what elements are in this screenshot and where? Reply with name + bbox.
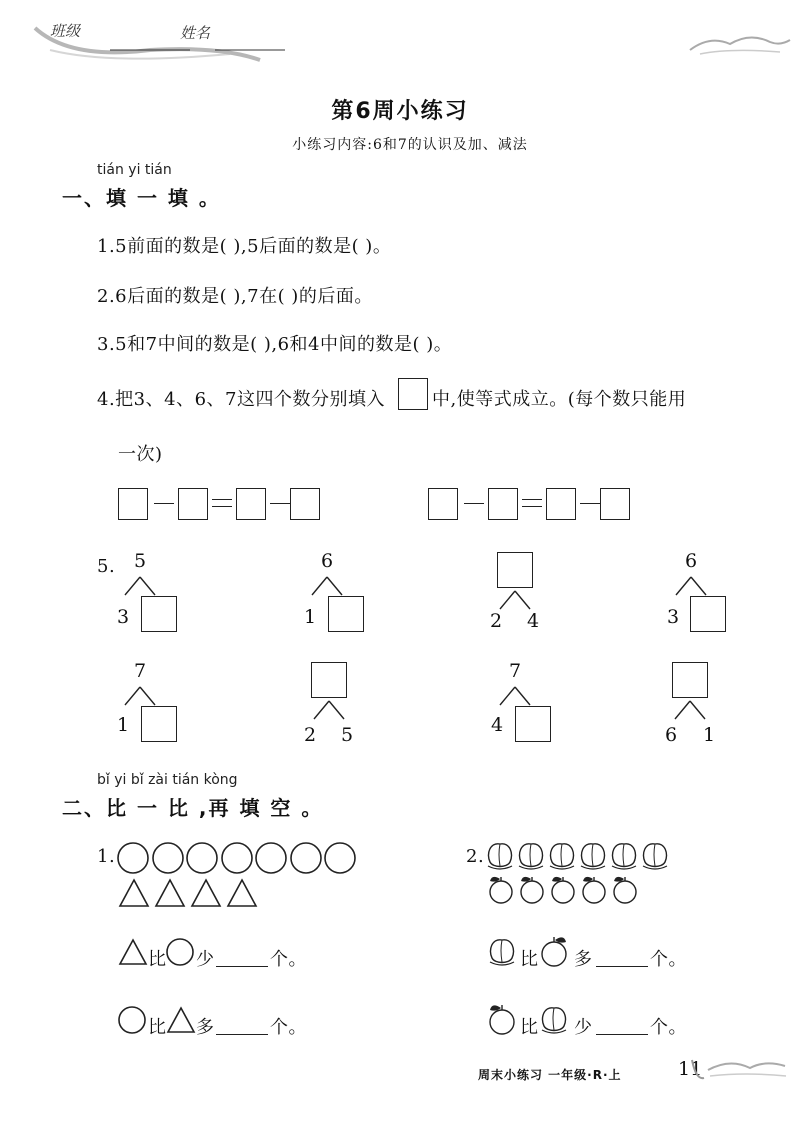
answer-box[interactable] — [236, 488, 266, 520]
page-title: 第6周小练习 — [331, 99, 469, 124]
tree4-top-number: 6 — [685, 550, 698, 572]
circle-shape — [324, 842, 358, 876]
peach-icon — [486, 934, 518, 968]
circle-shape — [152, 842, 186, 876]
peach-shape — [484, 838, 516, 872]
name-label: 姓名 — [180, 24, 211, 42]
tree8-answer-box[interactable] — [672, 662, 708, 698]
tree3-left-number: 2 — [490, 610, 503, 632]
circle-shape — [290, 842, 324, 876]
tree2-answer-box[interactable] — [328, 596, 364, 632]
circle-icon — [118, 1006, 148, 1036]
tree7-top-number: 7 — [509, 660, 522, 682]
apple-shape — [517, 874, 549, 906]
circle-icon — [166, 938, 196, 968]
triangle-shape — [226, 878, 258, 908]
tree4-branches — [673, 575, 713, 597]
circle-shape — [186, 842, 220, 876]
question-3: 3.5和7中间的数是( ),6和4中间的数是( )。 — [97, 334, 453, 355]
minus-sign — [270, 503, 290, 504]
tree8-left-number: 6 — [665, 724, 678, 746]
question-4-part-b: 中,使等式成立。(每个数只能用 — [432, 389, 687, 410]
answer-box[interactable] — [178, 488, 208, 520]
minus-sign — [154, 503, 174, 504]
tree5-answer-box[interactable] — [141, 706, 177, 742]
question-4-part-a: 4.把3、4、6、7这四个数分别填入 — [97, 389, 385, 410]
tree3-right-number: 4 — [527, 610, 540, 632]
tree6-left-number: 2 — [304, 724, 317, 746]
compare3-answer-line[interactable] — [596, 966, 648, 967]
triangle-shape — [154, 878, 186, 908]
peach-icon — [538, 1002, 570, 1036]
page-number: 11 — [678, 1058, 703, 1080]
question-5-label: 5. — [97, 556, 116, 577]
tree1-top-number: 5 — [134, 550, 147, 572]
section2-pinyin: bǐ yi bǐ zài tián kòng — [97, 772, 238, 788]
section2-heading: 二、比 一 比 ,再 填 空 。 — [62, 796, 324, 820]
tree1-answer-box[interactable] — [141, 596, 177, 632]
tree7-branches — [497, 685, 537, 707]
equals-sign — [212, 499, 232, 507]
apple-shape — [579, 874, 611, 906]
triangle-shape — [190, 878, 222, 908]
apple-icon — [486, 1002, 518, 1036]
tree6-answer-box[interactable] — [311, 662, 347, 698]
tree4-left-number: 3 — [667, 606, 680, 628]
triangle-icon — [118, 938, 148, 966]
answer-box[interactable] — [488, 488, 518, 520]
triangle-icon — [166, 1006, 196, 1034]
answer-box[interactable] — [290, 488, 320, 520]
minus-sign — [580, 503, 600, 504]
tree5-branches — [122, 685, 162, 707]
tree8-branches — [672, 699, 712, 721]
tree1-left-number: 3 — [117, 606, 130, 628]
compare4-shao: 少 — [574, 1017, 593, 1038]
tree3-branches — [497, 589, 537, 611]
circle-shape — [255, 842, 289, 876]
apple-icon — [538, 934, 570, 968]
compare2-duo: 多 — [196, 1017, 215, 1038]
compare3-duo: 多 — [574, 949, 593, 970]
mountain-decoration-top — [690, 30, 790, 60]
compare3-ge: 个。 — [650, 949, 687, 970]
answer-box[interactable] — [118, 488, 148, 520]
tree6-right-number: 5 — [341, 724, 354, 746]
compare4-answer-line[interactable] — [596, 1034, 648, 1035]
part1-label: 1. — [97, 846, 116, 867]
question-4-part-c: 一次) — [118, 444, 163, 465]
answer-box-example — [398, 378, 428, 410]
compare4-ge: 个。 — [650, 1017, 687, 1038]
compare2-answer-line[interactable] — [216, 1034, 268, 1035]
answer-box[interactable] — [600, 488, 630, 520]
mountain-decoration-bottom — [690, 1050, 790, 1084]
tree5-top-number: 7 — [134, 660, 147, 682]
tree5-left-number: 1 — [117, 714, 130, 736]
peach-shape — [608, 838, 640, 872]
circle-shape — [117, 842, 151, 876]
tree4-answer-box[interactable] — [690, 596, 726, 632]
question-2: 2.6后面的数是( ),7在( )的后面。 — [97, 286, 373, 307]
question-1: 1.5前面的数是( ),5后面的数是( )。 — [97, 236, 392, 257]
peach-shape — [577, 838, 609, 872]
compare1-answer-line[interactable] — [216, 966, 268, 967]
apple-shape — [548, 874, 580, 906]
tree6-branches — [311, 699, 351, 721]
apple-shape — [610, 874, 642, 906]
tree8-right-number: 1 — [703, 724, 716, 746]
tree3-answer-box[interactable] — [497, 552, 533, 588]
peach-shape — [515, 838, 547, 872]
compare4-bi: 比 — [520, 1017, 539, 1038]
circle-shape — [221, 842, 255, 876]
equals-sign — [522, 499, 542, 507]
page-subtitle: 小练习内容:6和7的认识及加、减法 — [292, 137, 528, 153]
compare3-bi: 比 — [520, 949, 539, 970]
class-label: 班级 — [50, 22, 81, 40]
peach-shape — [546, 838, 578, 872]
part2-label: 2. — [466, 846, 485, 867]
peach-shape — [639, 838, 671, 872]
triangle-shape — [118, 878, 150, 908]
section1-heading: 一、填 一 填 。 — [62, 186, 221, 210]
tree2-top-number: 6 — [321, 550, 334, 572]
minus-sign — [464, 503, 484, 504]
footer-text: 周末小练习 一年级·R·上 — [478, 1068, 622, 1082]
tree7-left-number: 4 — [491, 714, 504, 736]
answer-box[interactable] — [428, 488, 458, 520]
section1-pinyin: tián yi tián — [97, 162, 172, 178]
answer-box[interactable] — [546, 488, 576, 520]
tree7-answer-box[interactable] — [515, 706, 551, 742]
compare1-ge: 个。 — [270, 949, 307, 970]
tree2-branches — [309, 575, 349, 597]
tree1-branches — [122, 575, 162, 597]
compare1-bi: 比 — [148, 949, 167, 970]
tree2-left-number: 1 — [304, 606, 317, 628]
apple-shape — [486, 874, 518, 906]
compare1-shao: 少 — [196, 949, 215, 970]
compare2-bi: 比 — [148, 1017, 167, 1038]
compare2-ge: 个。 — [270, 1017, 307, 1038]
